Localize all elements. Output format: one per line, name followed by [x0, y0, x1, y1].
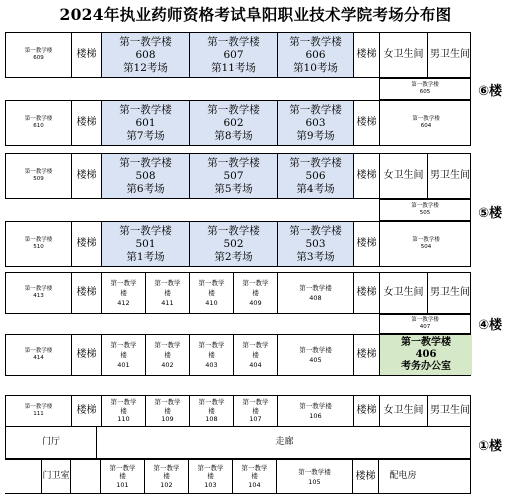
exam-room-503: 第一教学楼 503 第3考场: [278, 222, 354, 266]
room-505: 第一教学楼 505: [379, 199, 471, 221]
exam-room-607: 第一教学楼 607 第11考场: [190, 33, 278, 77]
room-401: 第一教学 楼 401: [102, 335, 146, 375]
room-110: 第一教学 楼 110: [102, 396, 146, 426]
blank-cell: [71, 460, 101, 493]
room-610: 第一教学楼 610: [6, 101, 72, 145]
stair-left: 楼梯: [72, 101, 102, 145]
female-restroom: 女卫生间: [380, 396, 428, 426]
room-510: 第一教学楼 510: [6, 222, 72, 266]
room-414: 第一教学楼 414: [6, 335, 72, 375]
room-101: 第一教学 楼 101: [101, 460, 145, 493]
corridor: 走廊: [275, 437, 294, 448]
exam-room-603: 第一教学楼 603 第9考场: [278, 101, 354, 145]
room-504: 第一教学楼 504: [412, 237, 440, 250]
exam-room-502: 第一教学楼 502 第2考场: [190, 222, 278, 266]
room-509: 第一教学楼 509: [6, 154, 72, 198]
room-604: 第一教学楼 604: [412, 116, 440, 129]
floor4-row2: [5, 334, 471, 376]
room-403: 第一教学 楼 403: [190, 335, 234, 375]
room-410: 第一教学 楼 410: [190, 273, 234, 313]
exam-office-406: 第一教学楼 406 考务办公室: [380, 335, 472, 375]
floor6-row2: [5, 100, 471, 146]
floor1-row1: [5, 395, 471, 427]
room-405: 第一教学楼 405: [278, 335, 354, 375]
guard-room: 门卫室: [41, 460, 71, 493]
stair-left: 楼梯: [72, 154, 102, 198]
male-restroom: 男卫生间: [430, 287, 470, 299]
room-109: 第一教学 楼 109: [146, 396, 190, 426]
room-413: 第一教学楼 413: [6, 273, 72, 313]
room-111: 第一教学楼 111: [6, 396, 72, 426]
floor6-row1: [5, 32, 471, 78]
room-102: 第一教学 楼 102: [145, 460, 189, 493]
room-412: 第一教学 楼 412: [102, 273, 146, 313]
stair-right: 楼梯: [354, 273, 380, 313]
stair-right: 楼梯: [354, 154, 380, 198]
room-105: 第一教学楼 105: [277, 460, 353, 493]
room-407: 第一教学楼 407: [379, 314, 471, 334]
room-103: 第一教学 楼 103: [189, 460, 233, 493]
stair-left: 楼梯: [72, 222, 102, 266]
power-room: 配电房: [389, 471, 417, 482]
stair-left: 楼梯: [72, 396, 102, 426]
stair-left: 楼梯: [72, 273, 102, 313]
floor5-row1: [5, 153, 471, 199]
stair-right: 楼梯: [354, 222, 380, 266]
female-restroom: 女卫生间: [380, 273, 428, 313]
floor-label-4: ④楼: [478, 318, 503, 333]
exam-room-608: 第一教学楼 608 第12考场: [102, 33, 190, 77]
room-609: 第一教学楼 609: [6, 33, 72, 77]
stair-right: 楼梯: [354, 396, 380, 426]
room-605: 第一教学楼 605: [379, 78, 471, 100]
exam-room-601: 第一教学楼 601 第7考场: [102, 101, 190, 145]
exam-room-507: 第一教学楼 507 第5考场: [190, 154, 278, 198]
page-title: 2024年执业药师资格考试阜阳职业技术学院考场分布图: [59, 5, 452, 24]
room-107: 第一教学 楼 107: [234, 396, 278, 426]
floor-label-6: ⑥楼: [478, 84, 503, 99]
floor-label-1: ①楼: [478, 439, 503, 454]
exam-room-508: 第一教学楼 508 第6考场: [102, 154, 190, 198]
male-restroom: 男卫生间: [430, 405, 470, 417]
exam-room-506: 第一教学楼 506 第4考场: [278, 154, 354, 198]
floor-label-5: ⑤楼: [478, 206, 503, 221]
stair-right: 楼梯: [354, 33, 380, 77]
exam-room-606: 第一教学楼 606 第10考场: [278, 33, 354, 77]
room-408: 第一教学楼 408: [278, 273, 354, 313]
room-108: 第一教学 楼 108: [190, 396, 234, 426]
female-restroom: 女卫生间: [380, 33, 428, 77]
stair-left: 楼梯: [72, 33, 102, 77]
stair-left: 楼梯: [72, 335, 102, 375]
room-411: 第一教学 楼 411: [146, 273, 190, 313]
room-104: 第一教学 楼 104: [233, 460, 277, 493]
floor1-row2: [5, 459, 471, 494]
floor5-row2: [5, 221, 471, 267]
stair-right: 楼梯: [354, 101, 380, 145]
room-409: 第一教学 楼 409: [234, 273, 278, 313]
male-restroom: 男卫生间: [430, 170, 470, 182]
stair-right: 楼梯: [353, 460, 379, 493]
room-402: 第一教学 楼 402: [146, 335, 190, 375]
exam-room-602: 第一教学楼 602 第8考场: [190, 101, 278, 145]
floor1-middle: [5, 427, 471, 459]
lobby: 门厅: [6, 427, 97, 458]
room-404: 第一教学 楼 404: [234, 335, 278, 375]
floor4-row1: [5, 272, 471, 314]
stair-right: 楼梯: [354, 335, 380, 375]
male-restroom: 男卫生间: [430, 49, 470, 61]
exam-room-501: 第一教学楼 501 第1考场: [102, 222, 190, 266]
room-106: 第一教学楼 106: [278, 396, 354, 426]
female-restroom: 女卫生间: [380, 154, 428, 198]
